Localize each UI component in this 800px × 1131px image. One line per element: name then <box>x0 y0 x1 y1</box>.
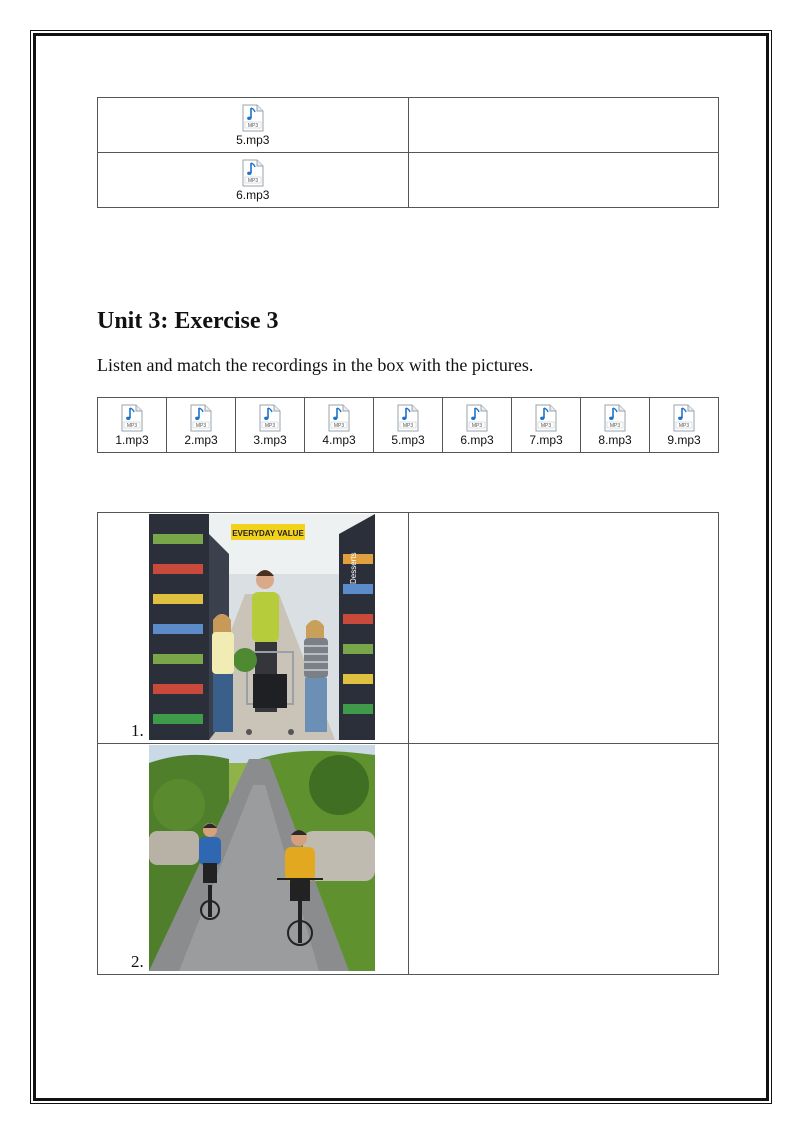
store-sign: EVERYDAY VALUE <box>232 529 304 538</box>
recording-7[interactable] <box>529 404 562 447</box>
top-answer-table <box>97 97 719 208</box>
recording-label: 7.mp3 <box>529 432 563 447</box>
svg-text:MP3: MP3 <box>402 422 414 429</box>
exercise-heading: Unit 3: Exercise 3 <box>97 308 279 334</box>
svg-text:MP3: MP3 <box>195 422 207 429</box>
picture-number: 1. <box>131 721 144 740</box>
picture-cell <box>98 744 409 975</box>
svg-text:MP3: MP3 <box>333 422 345 429</box>
mp3-file-icon <box>328 404 350 432</box>
audio-cell <box>98 153 409 208</box>
answer-cell[interactable] <box>408 513 719 744</box>
recording-cell <box>512 398 581 453</box>
recording-label: 4.mp3 <box>322 432 356 447</box>
mp3-file-icon <box>259 404 281 432</box>
picture-number: 2. <box>131 952 144 971</box>
recording-label: 1.mp3 <box>115 432 149 447</box>
recording-cell <box>374 398 443 453</box>
table-row <box>98 98 719 153</box>
svg-text:MP3: MP3 <box>540 422 552 429</box>
picture-cell <box>98 513 409 744</box>
recording-cell <box>98 398 167 453</box>
svg-text:MP3: MP3 <box>247 177 258 184</box>
table-row <box>98 153 719 208</box>
recording-9[interactable] <box>667 404 700 447</box>
recordings-box <box>97 397 719 453</box>
recording-label: 9.mp3 <box>667 432 701 447</box>
svg-text:MP3: MP3 <box>471 422 483 429</box>
recording-label: 6.mp3 <box>460 432 494 447</box>
recording-cell <box>167 398 236 453</box>
recording-2[interactable] <box>184 404 217 447</box>
table-row <box>98 398 719 453</box>
table-row <box>98 513 719 744</box>
pictures-table <box>97 512 719 975</box>
svg-text:MP3: MP3 <box>264 422 276 429</box>
svg-text:MP3: MP3 <box>126 422 138 429</box>
audio-file-6[interactable] <box>236 159 269 202</box>
svg-text:MP3: MP3 <box>609 422 621 429</box>
recording-cell <box>236 398 305 453</box>
recording-6[interactable] <box>460 404 493 447</box>
recording-cell <box>650 398 719 453</box>
mp3-file-icon <box>190 404 212 432</box>
recording-8[interactable] <box>598 404 631 447</box>
mp3-file-icon <box>397 404 419 432</box>
recording-4[interactable] <box>322 404 355 447</box>
recording-3[interactable] <box>253 404 286 447</box>
recording-label: 5.mp3 <box>391 432 425 447</box>
svg-text:MP3: MP3 <box>247 122 258 129</box>
cyclists-country-road-photo <box>149 745 375 971</box>
mp3-file-icon <box>121 404 143 432</box>
audio-cell <box>98 98 409 153</box>
recording-label: 3.mp3 <box>253 432 287 447</box>
aisle-sign: Desserts <box>349 552 358 584</box>
recording-1[interactable] <box>115 404 148 447</box>
svg-text:MP3: MP3 <box>678 422 690 429</box>
supermarket-family-photo <box>149 514 375 740</box>
recording-label: 8.mp3 <box>598 432 632 447</box>
recording-cell <box>443 398 512 453</box>
recording-5[interactable] <box>391 404 424 447</box>
exercise-instruction: Listen and match the recordings in the box with the pictures. <box>97 355 534 375</box>
answer-cell[interactable] <box>408 153 719 208</box>
recording-cell <box>305 398 374 453</box>
mp3-file-icon <box>242 104 264 132</box>
mp3-file-icon <box>242 159 264 187</box>
mp3-file-icon <box>673 404 695 432</box>
mp3-file-icon <box>466 404 488 432</box>
audio-file-label: 5.mp3 <box>236 132 270 147</box>
audio-file-5[interactable] <box>236 104 269 147</box>
table-row <box>98 744 719 975</box>
mp3-file-icon <box>535 404 557 432</box>
answer-cell[interactable] <box>408 98 719 153</box>
audio-file-label: 6.mp3 <box>236 187 270 202</box>
recording-cell <box>581 398 650 453</box>
recording-label: 2.mp3 <box>184 432 218 447</box>
mp3-file-icon <box>604 404 626 432</box>
answer-cell[interactable] <box>408 744 719 975</box>
